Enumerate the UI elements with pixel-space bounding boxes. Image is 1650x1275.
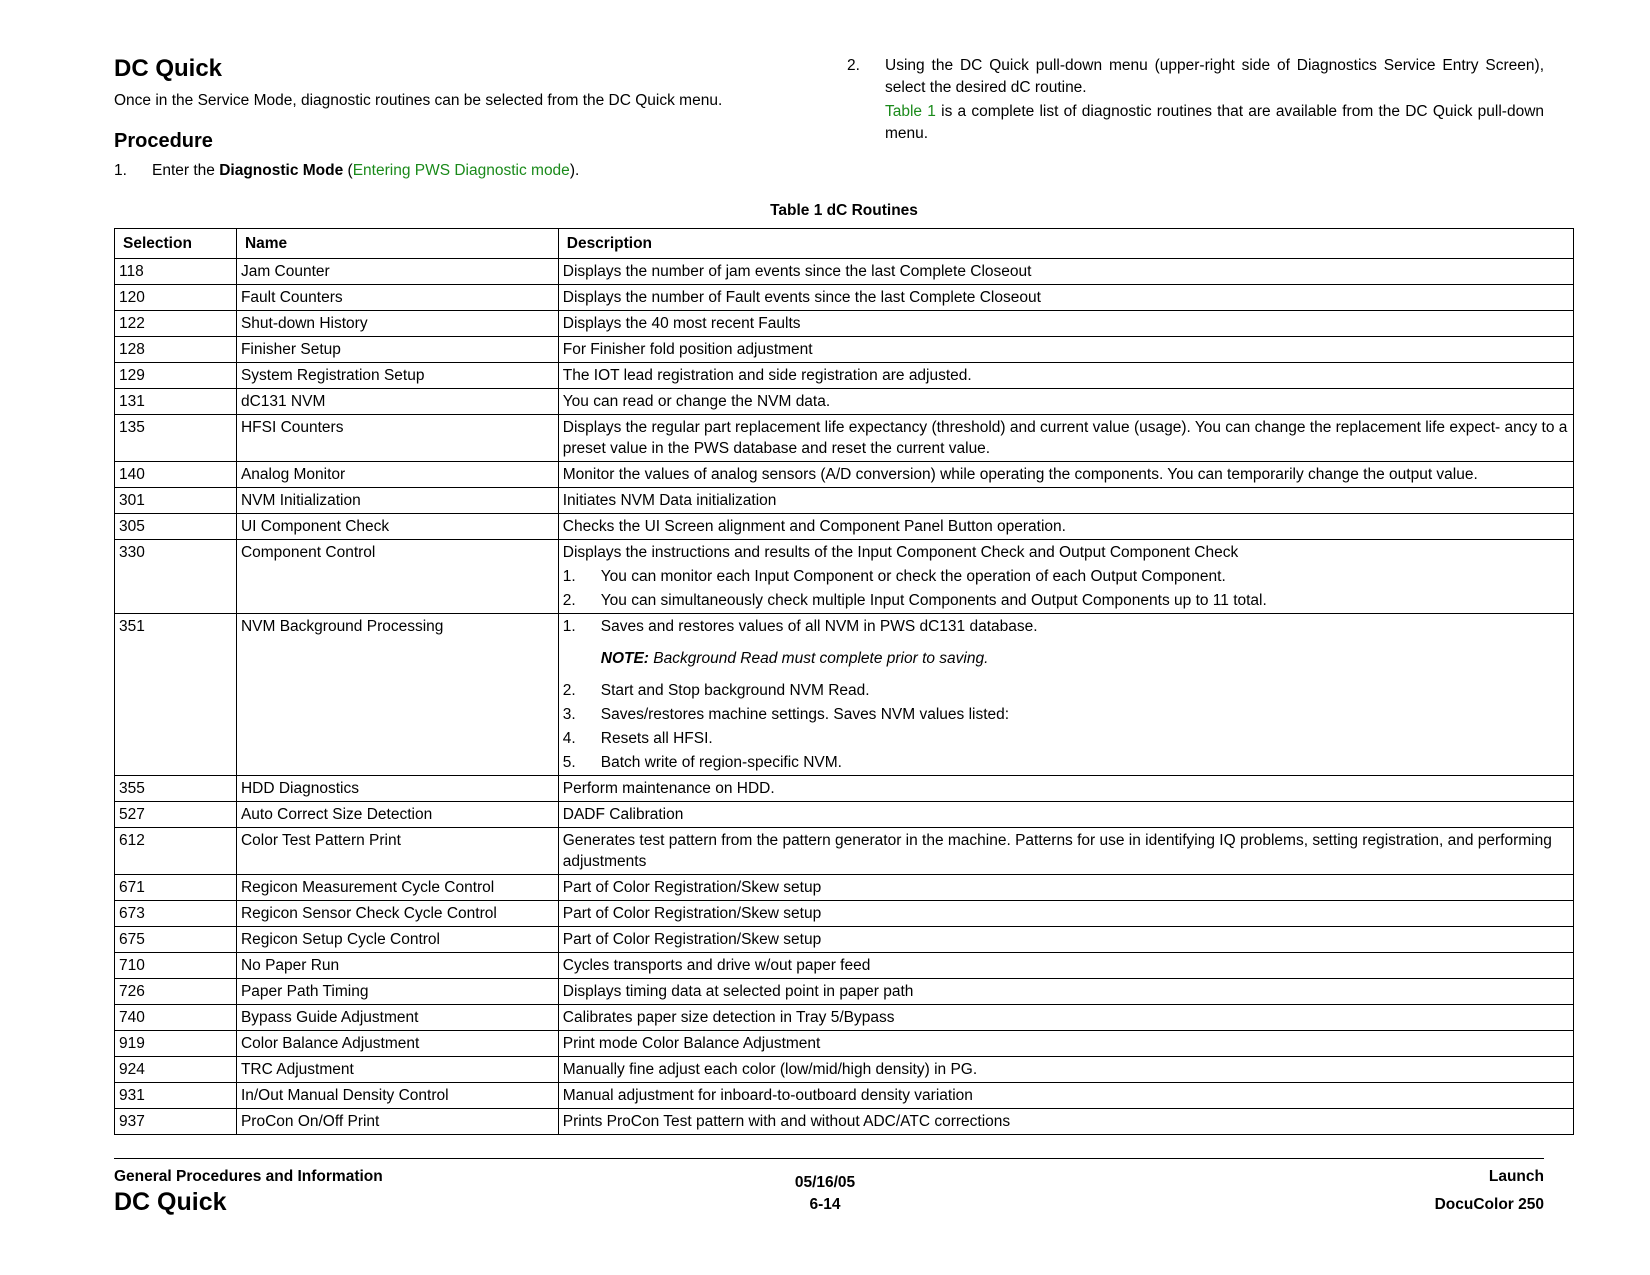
table-reference-paragraph [885,101,1544,145]
cell-description: DADF Calibration [558,802,1573,828]
list-item [563,704,1569,725]
procedure-step-2 [847,55,1544,99]
note-text: Background Read must complete prior to saving. [648,650,989,667]
cell-selection: 330 [115,540,237,614]
table-row [115,337,1574,363]
cell-selection: 135 [115,415,237,462]
cell-name: NVM Background Processing [236,614,558,776]
footer-section-name: General Procedures and Information [114,1168,383,1185]
step-paren-close: ). [569,162,580,179]
cell-selection: 919 [115,1031,237,1057]
cell-name: Regicon Setup Cycle Control [236,927,558,953]
cell-selection: 128 [115,337,237,363]
cell-description: Cycles transports and drive w/out paper feed [558,953,1573,979]
cell-selection: 612 [115,828,237,875]
cell-description: Displays the number of Fault events since the last Complete Closeout [558,285,1573,311]
cell-description: Manually fine adjust each color (low/mid/high density) in PG. [558,1057,1573,1083]
column-header-description: Description [558,229,1573,259]
cell-name: Auto Correct Size Detection [236,802,558,828]
cell-description: Displays the 40 most recent Faults [558,311,1573,337]
procedure-heading: Procedure [114,130,213,152]
cell-description: Print mode Color Balance Adjustment [558,1031,1573,1057]
table-row [115,540,1574,614]
table-row [115,462,1574,488]
step-bold-term: Diagnostic Mode [219,162,344,179]
list-item [563,566,1569,587]
cell-selection: 740 [115,1005,237,1031]
cell-selection: 931 [115,1083,237,1109]
page-title: DC Quick [114,55,223,82]
cell-description: Initiates NVM Data initialization [558,488,1573,514]
table-row [115,953,1574,979]
cell-selection: 118 [115,259,237,285]
list-number: 3. [562,706,576,723]
footer-divider [114,1158,1544,1159]
list-text: You can simultaneously check multiple Input Components and Output Components up to 11 total. [600,592,1267,609]
list-text: You can monitor each Input Component or check the operation of each Output Component. [600,568,1226,585]
note-block [601,648,1569,669]
cell-description: Prints ProCon Test pattern with and without ADC/ATC corrections [558,1109,1573,1135]
table-row [115,802,1574,828]
cell-description: Part of Color Registration/Skew setup [558,901,1573,927]
table-reference-text: is a complete list of diagnostic routines that are available from the DC Quick pull-down menu. [885,103,1545,142]
cell-selection: 140 [115,462,237,488]
list-item [563,752,1569,773]
table-row [115,1083,1574,1109]
step-text [152,160,814,182]
cell-selection: 301 [115,488,237,514]
footer-date: 05/16/05 [794,1174,856,1191]
step-text: Using the DC Quick pull-down menu (upper-right side of Diagnostics Service Entry Screen), select the desired dC routine. [885,57,1544,96]
step-paren-open: ( [343,162,353,179]
cell-description: Part of Color Registration/Skew setup [558,927,1573,953]
cell-name: System Registration Setup [236,363,558,389]
list-text: Batch write of region-specific NVM. [600,754,842,771]
cell-description: For Finisher fold position adjustment [558,337,1573,363]
cell-selection: 305 [115,514,237,540]
cell-description [558,614,1573,776]
procedure-step-1 [114,160,814,182]
table-1-link[interactable]: Table 1 [885,103,936,120]
cell-selection: 710 [115,953,237,979]
footer-page-title: DC Quick [114,1188,227,1216]
table-row [115,828,1574,875]
cell-name: Color Balance Adjustment [236,1031,558,1057]
list-number: 5. [562,754,576,771]
cell-name: ProCon On/Off Print [236,1109,558,1135]
table-row [115,363,1574,389]
table-row [115,1109,1574,1135]
cell-name: dC131 NVM [236,389,558,415]
cell-selection: 355 [115,776,237,802]
cell-name: HFSI Counters [236,415,558,462]
cell-name: Finisher Setup [236,337,558,363]
column-header-name: Name [236,229,558,259]
list-number: 2. [562,592,576,609]
cell-selection: 673 [115,901,237,927]
table-row [115,901,1574,927]
cell-description: Calibrates paper size detection in Tray 5/Bypass [558,1005,1573,1031]
list-text: Saves and restores values of all NVM in PWS dC131 database. [600,618,1038,635]
table-row [115,389,1574,415]
cell-selection: 122 [115,311,237,337]
cell-selection: 671 [115,875,237,901]
table-row [115,1031,1574,1057]
footer-product: DocuColor 250 [1434,1196,1544,1213]
note-label: NOTE: [600,650,649,667]
table-row [115,927,1574,953]
cell-description: Checks the UI Screen alignment and Component Panel Button operation. [558,514,1573,540]
cell-selection: 937 [115,1109,237,1135]
list-text: Resets all HFSI. [600,730,713,747]
cell-name: Regicon Measurement Cycle Control [236,875,558,901]
cell-description: Displays the number of jam events since the last Complete Closeout [558,259,1573,285]
table-row [115,1057,1574,1083]
entering-pws-diagnostic-mode-link[interactable]: Entering PWS Diagnostic mode [352,162,570,179]
cell-name: HDD Diagnostics [236,776,558,802]
cell-name: TRC Adjustment [236,1057,558,1083]
cell-name: No Paper Run [236,953,558,979]
description-text: Displays the instructions and results of the Input Component Check and Output Component Check [562,544,1239,561]
list-item [563,616,1569,637]
cell-description [558,540,1573,614]
table-row [115,776,1574,802]
cell-name: Jam Counter [236,259,558,285]
cell-selection: 726 [115,979,237,1005]
cell-description: You can read or change the NVM data. [558,389,1573,415]
column-header-selection: Selection [115,229,237,259]
cell-selection: 527 [115,802,237,828]
table-row [115,415,1574,462]
list-item [563,590,1569,611]
cell-name: In/Out Manual Density Control [236,1083,558,1109]
table-row [115,285,1574,311]
cell-name: Component Control [236,540,558,614]
cell-selection: 924 [115,1057,237,1083]
list-number: 1. [562,618,576,635]
list-text: Saves/restores machine settings. Saves NVM values listed: [600,706,1010,723]
footer-status: Launch [1488,1168,1544,1185]
cell-description: Perform maintenance on HDD. [558,776,1573,802]
cell-name: Shut-down History [236,311,558,337]
table-row [115,1005,1574,1031]
cell-description: Displays timing data at selected point in paper path [558,979,1573,1005]
cell-selection: 351 [115,614,237,776]
right-column [847,55,1544,145]
table-row [115,488,1574,514]
cell-name: UI Component Check [236,514,558,540]
cell-selection: 675 [115,927,237,953]
step-number: 1. [114,162,127,179]
cell-description: Monitor the values of analog sensors (A/D conversion) while operating the components. You can temporarily change the output value. [558,462,1573,488]
list-text: Start and Stop background NVM Read. [600,682,870,699]
table-header-row [115,229,1574,259]
cell-selection: 131 [115,389,237,415]
cell-description: Part of Color Registration/Skew setup [558,875,1573,901]
footer-page-number: 6-14 [809,1196,841,1213]
table-row [115,979,1574,1005]
list-number: 2. [562,682,576,699]
table-row [115,875,1574,901]
table-row [115,259,1574,285]
dc-routines-table [114,228,1574,1135]
table-caption: Table 1 dC Routines [770,202,918,219]
cell-selection: 129 [115,363,237,389]
list-number: 1. [562,568,576,585]
cell-name: Analog Monitor [236,462,558,488]
cell-name: Regicon Sensor Check Cycle Control [236,901,558,927]
list-item [563,728,1569,749]
cell-description: Displays the regular part replacement life expectancy (threshold) and current value (usage). You can change the replacement life expect- ancy to a preset value in the PWS database and reset the current value. [558,415,1573,462]
cell-name: NVM Initialization [236,488,558,514]
intro-paragraph: Once in the Service Mode, diagnostic routines can be selected from the DC Quick menu. [114,92,723,109]
cell-name: Bypass Guide Adjustment [236,1005,558,1031]
cell-description: The IOT lead registration and side registration are adjusted. [558,363,1573,389]
cell-name: Fault Counters [236,285,558,311]
table-row [115,311,1574,337]
cell-selection: 120 [115,285,237,311]
cell-description: Manual adjustment for inboard-to-outboard density variation [558,1083,1573,1109]
list-number: 4. [562,730,576,747]
table-row [115,614,1574,776]
cell-name: Paper Path Timing [236,979,558,1005]
cell-description: Generates test pattern from the pattern generator in the machine. Patterns for use in identifying IQ problems, setting registration, and performing adjustments [558,828,1573,875]
table-row [115,514,1574,540]
step-text-prefix: Enter the [152,162,220,179]
step-number: 2. [847,57,860,74]
left-column [114,54,814,182]
list-item [563,680,1569,701]
cell-name: Color Test Pattern Print [236,828,558,875]
